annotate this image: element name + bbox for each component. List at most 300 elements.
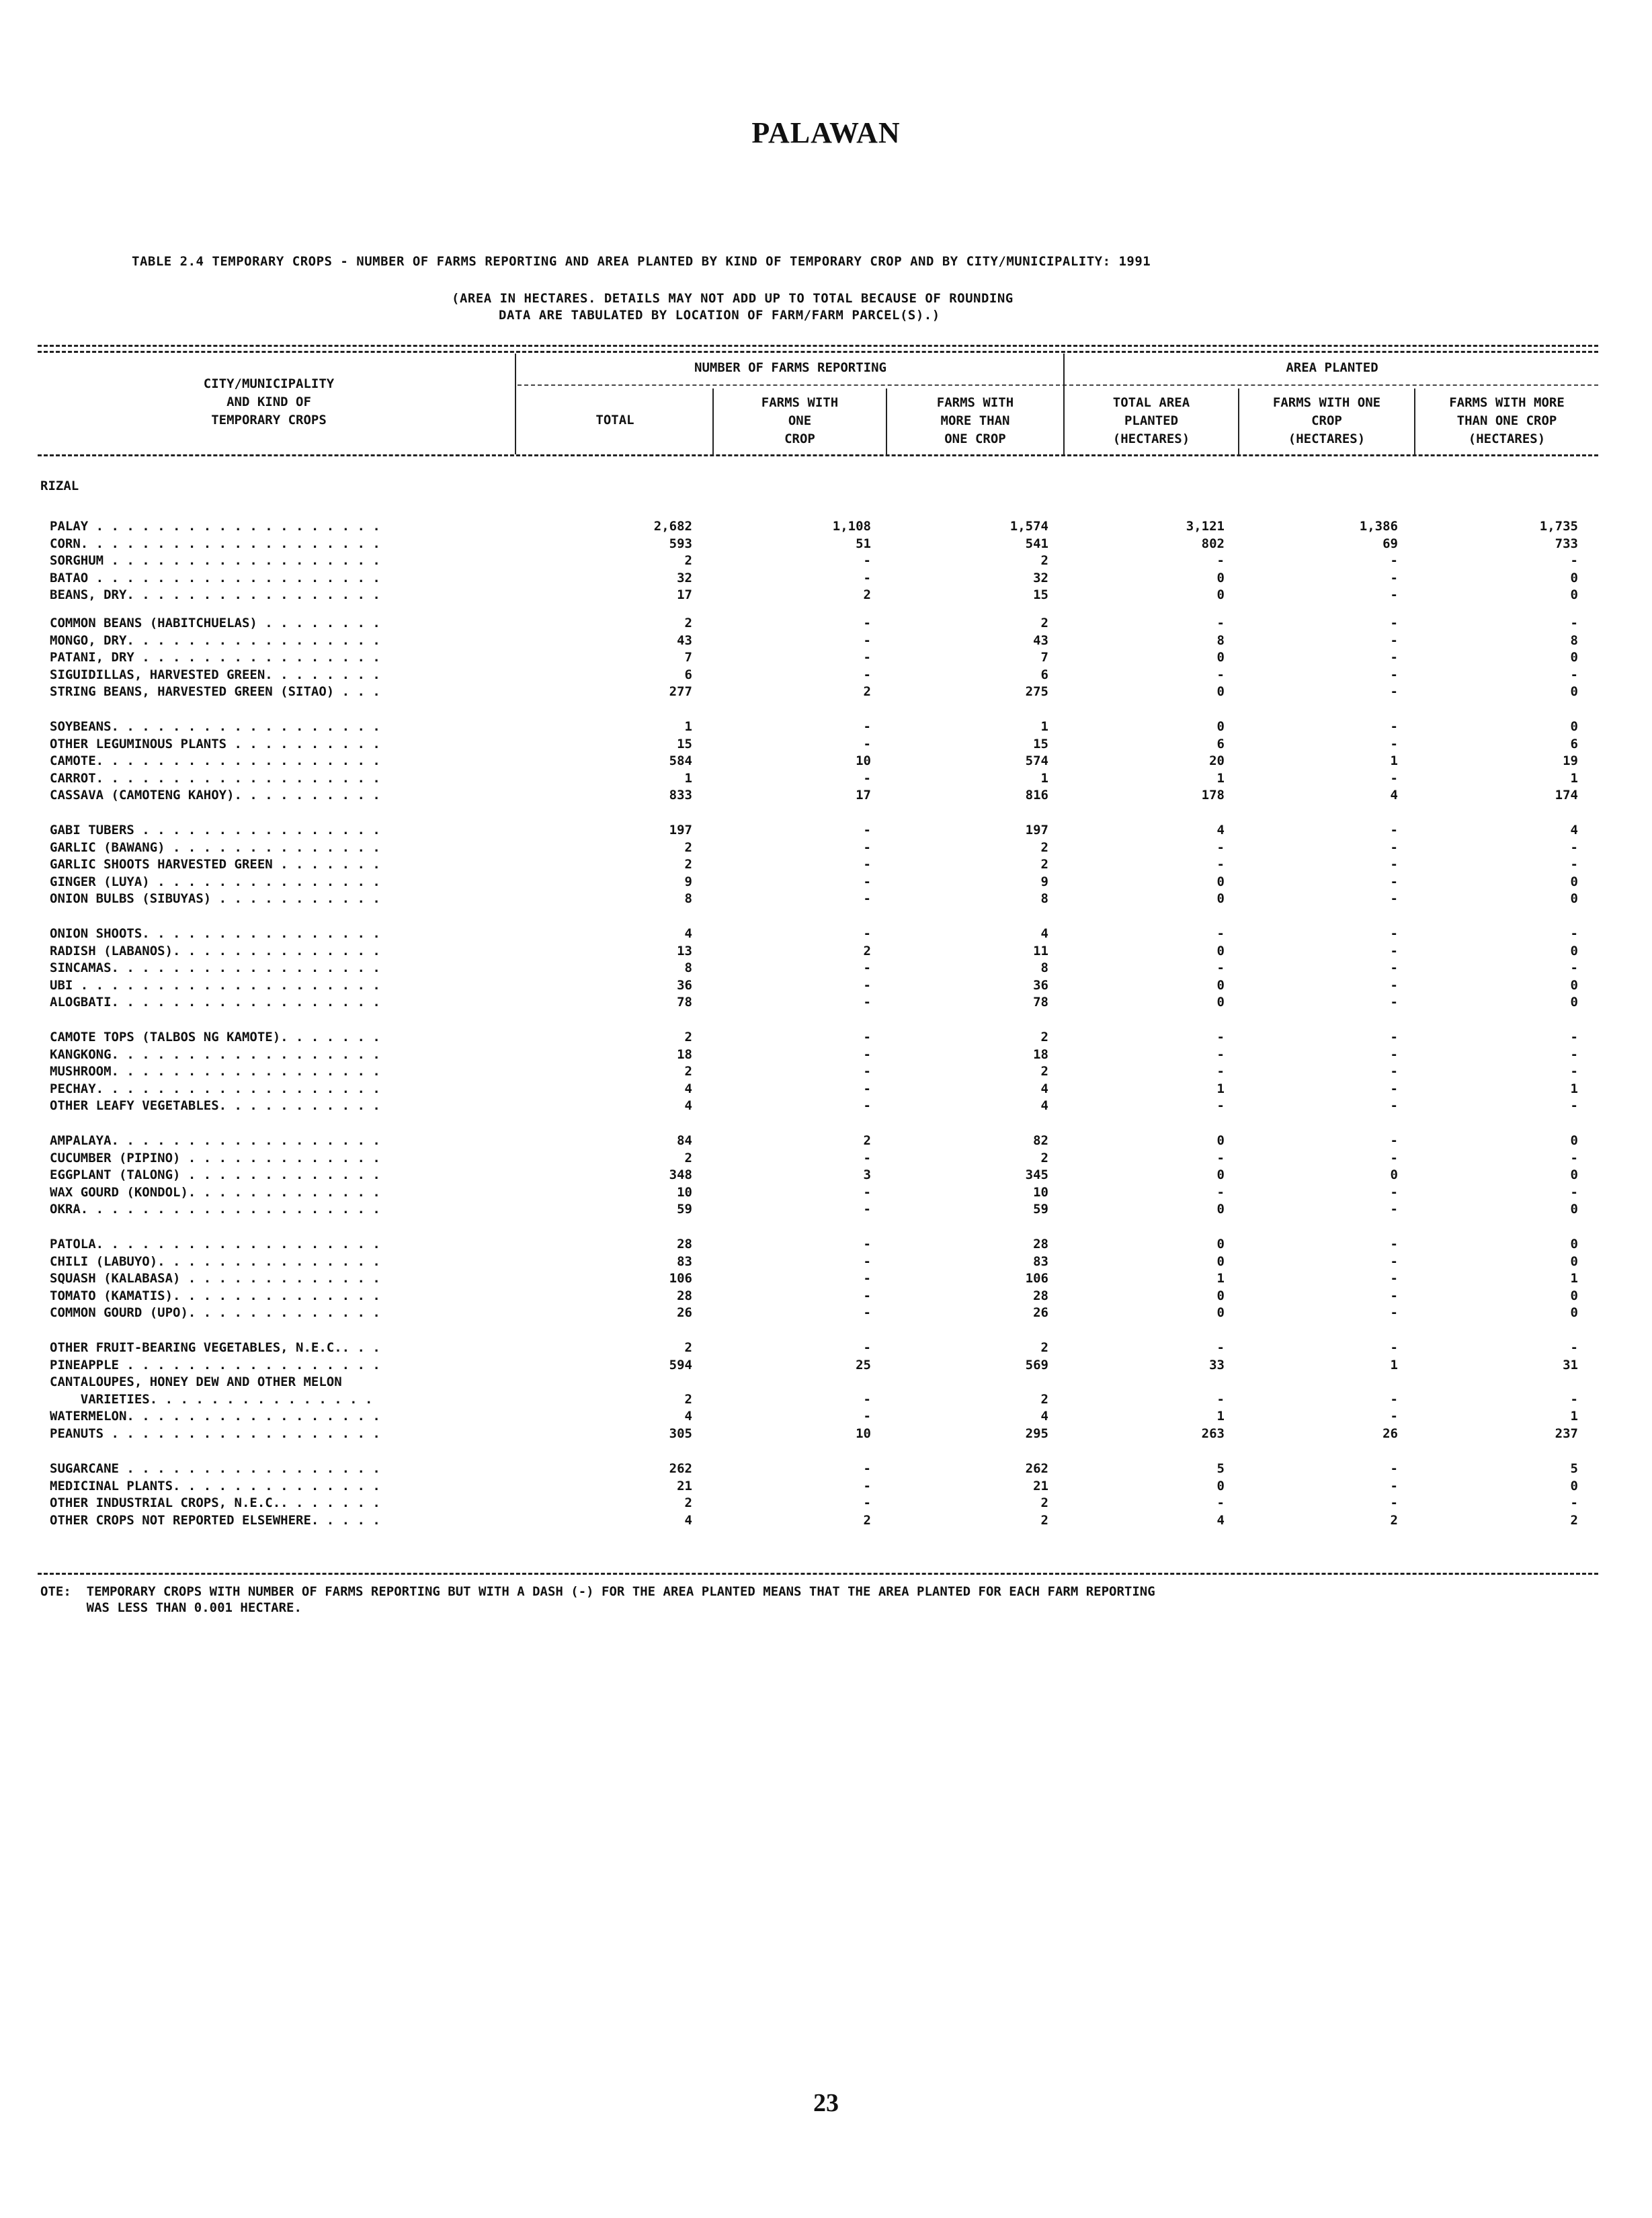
crop-name: SIGUIDILLAS, HARVESTED GREEN. . . . . . . . <box>50 667 380 682</box>
crop-name: UBI . . . . . . . . . . . . . . . . . . . . <box>50 977 380 993</box>
cell-one: 2 <box>863 684 871 700</box>
cell-area-one: - <box>1390 650 1398 665</box>
table-row <box>0 823 1652 840</box>
cell-area-more: 0 <box>1570 1133 1578 1148</box>
cell-one: - <box>863 650 871 665</box>
cell-area: 0 <box>1216 650 1225 665</box>
table-row <box>0 587 1652 605</box>
cell-area-one: - <box>1390 632 1398 648</box>
cell-area-one: - <box>1390 1271 1398 1286</box>
cell-one: - <box>863 1098 871 1114</box>
crop-name: SINCAMAS. . . . . . . . . . . . . . . . . . <box>50 960 380 976</box>
cell-area: - <box>1216 1391 1225 1407</box>
table-row <box>0 519 1652 536</box>
cell-one: - <box>863 960 871 976</box>
cell-area: 6 <box>1216 736 1225 751</box>
table-row <box>0 1254 1652 1272</box>
cell-area-one: - <box>1390 1098 1398 1114</box>
crop-name: SORGHUM . . . . . . . . . . . . . . . . . . <box>50 553 380 569</box>
cell-total: 2 <box>684 1340 692 1355</box>
cell-area-one: - <box>1390 1288 1398 1303</box>
cell-total: 2 <box>684 1150 692 1165</box>
cell-area-one: - <box>1390 570 1398 585</box>
cell-total: 2 <box>684 1064 692 1079</box>
cell-one: - <box>863 1340 871 1355</box>
table-row <box>0 684 1652 702</box>
cell-total: 4 <box>684 1512 692 1528</box>
cell-more: 59 <box>1033 1202 1048 1217</box>
crop-name: ONION BULBS (SIBUYAS) . . . . . . . . . . . <box>50 891 380 907</box>
cell-area-more: 4 <box>1570 823 1578 837</box>
cell-area: 178 <box>1201 788 1225 803</box>
cell-area: 1 <box>1216 1409 1225 1424</box>
cell-more: 574 <box>1025 753 1048 769</box>
cell-area-one: - <box>1390 1409 1398 1424</box>
table-row <box>0 1098 1652 1116</box>
cell-area: - <box>1216 553 1225 569</box>
cell-total: 28 <box>677 1288 692 1303</box>
table-row <box>0 1081 1652 1099</box>
cell-more: 197 <box>1025 823 1048 837</box>
region-label: RIZAL <box>40 479 79 493</box>
cell-one: - <box>863 1184 871 1200</box>
cell-area-more: - <box>1570 1340 1578 1355</box>
table-row <box>0 978 1652 995</box>
cell-area-one: 2 <box>1390 1512 1398 1528</box>
cell-area-one: - <box>1390 839 1398 855</box>
table-row <box>0 1426 1652 1444</box>
cell-area: 5 <box>1216 1461 1225 1476</box>
cell-area-more: - <box>1570 1098 1578 1114</box>
cell-area-more: 0 <box>1570 1237 1578 1251</box>
cell-area-one: - <box>1390 1495 1398 1511</box>
cell-area-more: 1 <box>1570 1271 1578 1286</box>
cell-more: 4 <box>1040 1409 1048 1424</box>
cell-area-one: - <box>1390 719 1398 734</box>
cell-area-more: - <box>1570 839 1578 855</box>
cell-total: 2,682 <box>653 519 692 534</box>
cell-area-one: - <box>1390 995 1398 1010</box>
table-row <box>0 1358 1652 1375</box>
table-row <box>0 960 1652 978</box>
cell-area: - <box>1216 1064 1225 1079</box>
table-row <box>0 667 1652 685</box>
cell-area: - <box>1216 1495 1225 1511</box>
cell-one: - <box>863 1030 871 1044</box>
table-row <box>0 944 1652 961</box>
cell-area: 0 <box>1216 1254 1225 1269</box>
cell-area-more: - <box>1570 1184 1578 1200</box>
crop-name: MEDICINAL PLANTS. . . . . . . . . . . . . . <box>50 1478 380 1493</box>
cell-area: 3,121 <box>1186 519 1225 534</box>
col-header-total-area: TOTAL AREA PLANTED (HECTARES) <box>1112 395 1190 446</box>
cell-area: 263 <box>1201 1426 1225 1441</box>
cell-area: 0 <box>1216 1133 1225 1148</box>
table-row <box>0 1513 1652 1530</box>
cell-more: 7 <box>1040 650 1048 665</box>
cell-more: 8 <box>1040 891 1048 907</box>
farms-reporting-group-header: NUMBER OF FARMS REPORTING <box>694 360 886 375</box>
cell-area: - <box>1216 667 1225 682</box>
cell-one: - <box>863 736 871 751</box>
cell-one: - <box>863 891 871 907</box>
province-title: PALAWAN <box>751 116 901 149</box>
cell-area-more: 0 <box>1570 891 1578 907</box>
cell-more: 816 <box>1025 788 1048 803</box>
cell-total: 6 <box>684 667 692 682</box>
cell-one: - <box>863 616 871 630</box>
cell-area-one: 26 <box>1382 1426 1398 1441</box>
cell-one: - <box>863 1081 871 1096</box>
crop-name: PECHAY. . . . . . . . . . . . . . . . . . . <box>50 1081 380 1096</box>
cell-area-one: - <box>1390 736 1398 751</box>
cell-one: 10 <box>856 1426 871 1441</box>
cell-area-more: 0 <box>1570 977 1578 993</box>
table-row <box>0 1495 1652 1513</box>
crop-name: CAMOTE. . . . . . . . . . . . . . . . . . . <box>50 753 380 769</box>
table-row <box>0 737 1652 754</box>
cell-one: 2 <box>863 943 871 958</box>
cell-area-more: 1 <box>1570 1409 1578 1424</box>
cell-area-more: 5 <box>1570 1461 1578 1476</box>
cell-total: 36 <box>677 977 692 993</box>
cell-more: 345 <box>1025 1167 1048 1183</box>
cell-area-one: - <box>1390 587 1398 603</box>
cell-area-one: - <box>1390 1064 1398 1079</box>
cell-more: 4 <box>1040 1098 1048 1114</box>
cell-area-one: 4 <box>1390 788 1398 803</box>
cell-total: 2 <box>684 616 692 630</box>
table-row <box>0 1202 1652 1219</box>
table-row <box>0 1185 1652 1202</box>
crop-name: GARLIC (BAWANG) . . . . . . . . . . . . . . <box>50 839 380 855</box>
cell-more: 28 <box>1033 1237 1048 1251</box>
table-row <box>0 650 1652 667</box>
cell-area-more: 0 <box>1570 943 1578 958</box>
cell-more: 2 <box>1040 1495 1048 1511</box>
cell-total: 26 <box>677 1305 692 1321</box>
crop-name: ALOGBATI. . . . . . . . . . . . . . . . . . <box>50 995 380 1010</box>
cell-area-more: 1 <box>1570 770 1578 786</box>
cell-area-more: 733 <box>1555 536 1578 551</box>
cell-area-one: 1 <box>1390 753 1398 769</box>
crop-name: AMPALAYA. . . . . . . . . . . . . . . . . . <box>50 1133 380 1148</box>
cell-area-more: 174 <box>1555 788 1578 803</box>
cell-area: - <box>1216 1184 1225 1200</box>
cell-more: 2 <box>1040 1030 1048 1044</box>
cell-one: - <box>863 570 871 585</box>
cell-total: 584 <box>669 753 692 769</box>
table-row <box>0 553 1652 571</box>
cell-more: 9 <box>1040 874 1048 889</box>
cell-one: - <box>863 770 871 786</box>
cell-total: 594 <box>669 1357 692 1372</box>
cell-area: 8 <box>1216 632 1225 648</box>
cell-area-more: 0 <box>1570 1254 1578 1269</box>
cell-more: 2 <box>1040 1340 1048 1355</box>
cell-more: 15 <box>1033 587 1048 603</box>
cell-one: 2 <box>863 1133 871 1148</box>
cell-area-one: - <box>1390 857 1398 872</box>
cell-total: 32 <box>677 570 692 585</box>
crop-name: COMMON BEANS (HABITCHUELAS) . . . . . . . . <box>50 616 380 630</box>
cell-more: 2 <box>1040 1391 1048 1407</box>
cell-more: 26 <box>1033 1305 1048 1321</box>
cell-more: 2 <box>1040 553 1048 569</box>
cell-one: 10 <box>856 753 871 769</box>
cell-one: - <box>863 1237 871 1251</box>
table-row <box>0 857 1652 874</box>
cell-total: 197 <box>669 823 692 837</box>
cell-area: 0 <box>1216 1305 1225 1321</box>
cell-area-one: - <box>1390 1081 1398 1096</box>
cell-one: - <box>863 1495 871 1511</box>
cell-area-more: - <box>1570 1046 1578 1062</box>
table-row <box>0 1064 1652 1081</box>
cell-total: 2 <box>684 839 692 855</box>
cell-one: - <box>863 1288 871 1303</box>
cell-area-more: - <box>1570 1391 1578 1407</box>
cell-one: - <box>863 667 871 682</box>
cell-total: 83 <box>677 1254 692 1269</box>
table-row <box>0 1151 1652 1168</box>
cell-more: 4 <box>1040 1081 1048 1096</box>
table-row <box>0 1305 1652 1323</box>
cell-total: 59 <box>677 1202 692 1217</box>
cell-more: 83 <box>1033 1254 1048 1269</box>
cell-area-one: - <box>1390 1202 1398 1217</box>
cell-area-more: 1,735 <box>1539 519 1578 534</box>
cell-area: - <box>1216 1030 1225 1044</box>
cell-more: 1,574 <box>1009 519 1048 534</box>
cell-area: 1 <box>1216 1081 1225 1096</box>
cell-area-one: - <box>1390 977 1398 993</box>
cell-area: - <box>1216 839 1225 855</box>
crop-name: CANTALOUPES, HONEY DEW AND OTHER MELON <box>50 1374 342 1390</box>
cell-total: 8 <box>684 891 692 907</box>
cell-area-one: 69 <box>1382 536 1398 551</box>
table-row <box>0 874 1652 892</box>
cell-total: 78 <box>677 995 692 1010</box>
cell-one: - <box>863 1305 871 1321</box>
cell-area: 0 <box>1216 1478 1225 1493</box>
cell-total: 17 <box>677 587 692 603</box>
cell-more: 6 <box>1040 667 1048 682</box>
crop-name: CUCUMBER (PIPINO) . . . . . . . . . . . . . <box>50 1150 380 1165</box>
table-row <box>0 1392 1652 1409</box>
cell-more: 15 <box>1033 736 1048 751</box>
table-row <box>0 1461 1652 1479</box>
cell-area: - <box>1216 1340 1225 1355</box>
col-header-area-more-crop: FARMS WITH MORE THAN ONE CROP (HECTARES) <box>1449 395 1565 446</box>
cell-area: 0 <box>1216 874 1225 889</box>
cell-area-one: - <box>1390 1184 1398 1200</box>
cell-area-one: - <box>1390 1254 1398 1269</box>
table-row <box>0 891 1652 909</box>
cell-total: 4 <box>684 1409 692 1424</box>
cell-area-more: - <box>1570 616 1578 630</box>
cell-area-more: 6 <box>1570 736 1578 751</box>
cell-area: 0 <box>1216 587 1225 603</box>
cell-area: - <box>1216 1150 1225 1165</box>
cell-total: 2 <box>684 1391 692 1407</box>
cell-area-one: - <box>1390 684 1398 700</box>
cell-area-one: - <box>1390 1150 1398 1165</box>
cell-area-more: - <box>1570 1030 1578 1044</box>
cell-more: 10 <box>1033 1184 1048 1200</box>
table-row <box>0 771 1652 788</box>
table-row <box>0 536 1652 554</box>
crop-name: PALAY . . . . . . . . . . . . . . . . . . . <box>50 519 380 534</box>
cell-total: 10 <box>677 1184 692 1200</box>
cell-area-more: 0 <box>1570 1202 1578 1217</box>
cell-total: 28 <box>677 1237 692 1251</box>
cell-more: 541 <box>1025 536 1048 551</box>
cell-one: - <box>863 719 871 734</box>
cell-area: 0 <box>1216 943 1225 958</box>
cell-one: 17 <box>856 788 871 803</box>
cell-area-more: 0 <box>1570 1305 1578 1321</box>
cell-area-more: - <box>1570 1064 1578 1079</box>
cell-more: 106 <box>1025 1271 1048 1286</box>
cell-one: - <box>863 632 871 648</box>
cell-area-more: 0 <box>1570 995 1578 1010</box>
cell-one: 51 <box>856 536 871 551</box>
table-row <box>0 1237 1652 1254</box>
cell-area: 0 <box>1216 684 1225 700</box>
cell-more: 78 <box>1033 995 1048 1010</box>
cell-more: 4 <box>1040 926 1048 941</box>
cell-area-one: - <box>1390 667 1398 682</box>
cell-total: 305 <box>669 1426 692 1441</box>
col-header-farms-one-crop: FARMS WITH ONE CROP <box>761 395 839 446</box>
crop-name: SQUASH (KALABASA) . . . . . . . . . . . . . <box>50 1271 380 1286</box>
cell-area-one: - <box>1390 770 1398 786</box>
cell-total: 21 <box>677 1478 692 1493</box>
cell-area-one: - <box>1390 1305 1398 1321</box>
cell-area-more: 0 <box>1570 570 1578 585</box>
footnote: OTE: TEMPORARY CROPS WITH NUMBER OF FARMS REPORTING BUT WITH A DASH (-) FOR THE AREA PLANTED MEANS THAT THE AREA PLANTED FOR EACH FARM REPORTING WAS LESS THAN 0.001 HECTARE. <box>40 1584 1155 1615</box>
cell-more: 2 <box>1040 616 1048 630</box>
cell-area: 0 <box>1216 719 1225 734</box>
cell-area: - <box>1216 857 1225 872</box>
cell-total: 593 <box>669 536 692 551</box>
row-label-header: CITY/MUNICIPALITY AND KIND OF TEMPORARY CROPS <box>203 376 335 427</box>
cell-total: 4 <box>684 926 692 941</box>
crop-name: WAX GOURD (KONDOL). . . . . . . . . . . . . <box>50 1184 380 1200</box>
cell-area-one: - <box>1390 891 1398 907</box>
crop-name: OTHER LEGUMINOUS PLANTS . . . . . . . . . . <box>50 736 380 751</box>
cell-area-one: 1 <box>1390 1357 1398 1372</box>
cell-area: - <box>1216 926 1225 941</box>
cell-one: - <box>863 995 871 1010</box>
cell-area-one: 1,386 <box>1359 519 1398 534</box>
table-row <box>0 1374 1652 1392</box>
crop-name: VARIETIES. . . . . . . . . . . . . . . <box>50 1391 373 1407</box>
cell-area-more: 1 <box>1570 1081 1578 1096</box>
table-row <box>0 1288 1652 1306</box>
crop-name: BATAO . . . . . . . . . . . . . . . . . . . <box>50 570 380 585</box>
crop-name: OTHER LEAFY VEGETABLES. . . . . . . . . . . <box>50 1098 380 1114</box>
cell-one: - <box>863 1461 871 1476</box>
crop-name: SOYBEANS. . . . . . . . . . . . . . . . . . <box>50 719 380 734</box>
cell-area-more: 19 <box>1563 753 1578 769</box>
cell-one: 2 <box>863 587 871 603</box>
cell-total: 43 <box>677 632 692 648</box>
cell-total: 277 <box>669 684 692 700</box>
cell-area: - <box>1216 616 1225 630</box>
cell-area-more: 0 <box>1570 1478 1578 1493</box>
cell-area-more: 0 <box>1570 1288 1578 1303</box>
cell-more: 43 <box>1033 632 1048 648</box>
cell-total: 18 <box>677 1046 692 1062</box>
cell-one: 2 <box>863 1512 871 1528</box>
cell-area-one: - <box>1390 1478 1398 1493</box>
cell-area: 0 <box>1216 995 1225 1010</box>
cell-more: 36 <box>1033 977 1048 993</box>
crop-name: COMMON GOURD (UPO). . . . . . . . . . . . . <box>50 1305 380 1321</box>
cell-total: 9 <box>684 874 692 889</box>
cell-area: 802 <box>1201 536 1225 551</box>
cell-more: 2 <box>1040 839 1048 855</box>
crop-name: STRING BEANS, HARVESTED GREEN (SITAO) . . . <box>50 684 380 700</box>
cell-area-more: - <box>1570 926 1578 941</box>
cell-total: 1 <box>684 719 692 734</box>
crop-name: CASSAVA (CAMOTENG KAHOY). . . . . . . . . . <box>50 788 380 803</box>
cell-area-one: - <box>1390 926 1398 941</box>
table-row <box>0 1409 1652 1426</box>
cell-one: - <box>863 1391 871 1407</box>
cell-total: 348 <box>669 1167 692 1183</box>
crop-name: PATOLA. . . . . . . . . . . . . . . . . . . <box>50 1237 380 1251</box>
cell-more: 275 <box>1025 684 1048 700</box>
crop-name: OTHER INDUSTRIAL CROPS, N.E.C.. . . . . . . <box>50 1495 380 1511</box>
cell-area: 0 <box>1216 1202 1225 1217</box>
crop-name: CORN. . . . . . . . . . . . . . . . . . . . <box>50 536 380 551</box>
cell-area: 0 <box>1216 977 1225 993</box>
cell-total: 106 <box>669 1271 692 1286</box>
table-row <box>0 1479 1652 1496</box>
cell-more: 11 <box>1033 943 1048 958</box>
cell-area-one: - <box>1390 960 1398 976</box>
cell-total: 4 <box>684 1098 692 1114</box>
cell-one: 3 <box>863 1167 871 1183</box>
cell-area-more: - <box>1570 857 1578 872</box>
cell-area-one: - <box>1390 1133 1398 1148</box>
cell-area-one: 0 <box>1390 1167 1398 1183</box>
crop-name: GINGER (LUYA) . . . . . . . . . . . . . . . <box>50 874 380 889</box>
table-row <box>0 1271 1652 1288</box>
cell-more: 2 <box>1040 1512 1048 1528</box>
cell-total: 13 <box>677 943 692 958</box>
cell-area-more: - <box>1570 960 1578 976</box>
cell-more: 2 <box>1040 1064 1048 1079</box>
cell-more: 569 <box>1025 1357 1048 1372</box>
table-subtitle-line-1: (AREA IN HECTARES. DETAILS MAY NOT ADD UP TO TOTAL BECAUSE OF ROUNDING <box>452 291 1014 306</box>
table-row <box>0 1047 1652 1065</box>
cell-total: 262 <box>669 1461 692 1476</box>
cell-one: - <box>863 874 871 889</box>
cell-total: 8 <box>684 960 692 976</box>
table-row <box>0 753 1652 771</box>
cell-more: 28 <box>1033 1288 1048 1303</box>
cell-total: 2 <box>684 1030 692 1044</box>
cell-area-one: - <box>1390 874 1398 889</box>
cell-area: 33 <box>1209 1357 1225 1372</box>
cell-area-more: - <box>1570 1150 1578 1165</box>
cell-one: - <box>863 977 871 993</box>
crop-name: PEANUTS . . . . . . . . . . . . . . . . . . <box>50 1426 380 1441</box>
